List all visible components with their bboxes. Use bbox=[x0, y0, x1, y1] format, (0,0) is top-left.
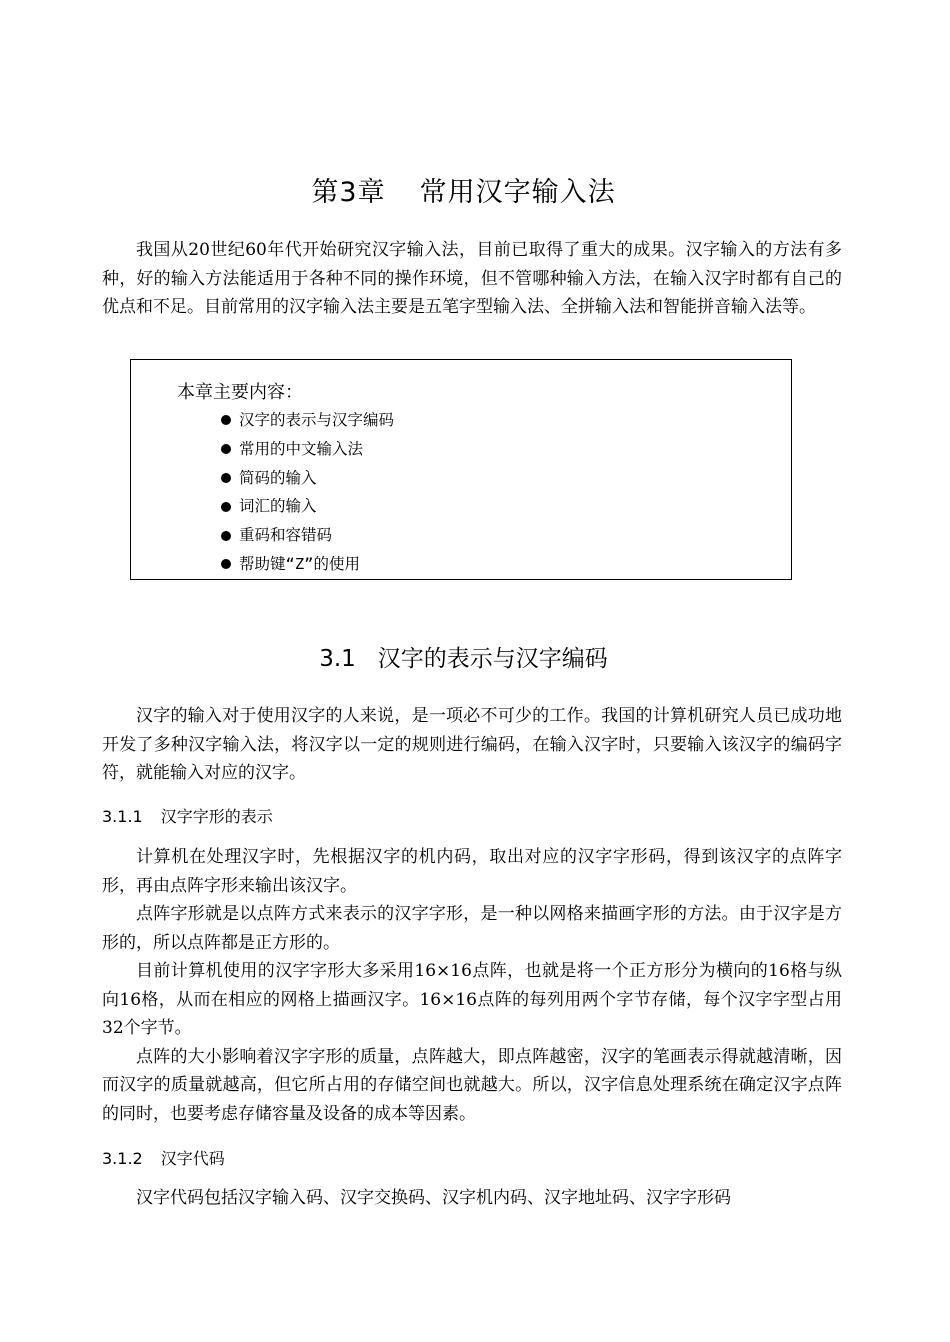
section-title: 汉字的表示与汉字编码 bbox=[377, 646, 608, 672]
section-3-1-body bbox=[102, 702, 842, 788]
bullet-icon bbox=[221, 415, 231, 425]
intro-text: 我国从20世纪60年代开始研究汉字输入法，目前已取得了重大的成果。汉字输入的方法有多种，好的输入方法能适用于各种不同的操作环境，但不管哪种输入方法，在输入汉字时都有自己的优点和不足。目前常用的汉字输入法主要是五笔字型输入法、全拼输入法和智能拼音输入法等。 bbox=[102, 240, 842, 317]
section-3-1-1-body bbox=[102, 843, 842, 1128]
chapter-number: 第3章 bbox=[311, 177, 386, 208]
list-item-label: 词汇的输入 bbox=[239, 497, 317, 516]
list-item bbox=[221, 464, 394, 493]
subsection-heading-3-1-1 bbox=[102, 804, 273, 827]
bullet-icon bbox=[221, 559, 231, 569]
paragraph: 汉字代码包括汉字输入码、汉字交换码、汉字机内码、汉字地址码、汉字字形码 bbox=[136, 1188, 731, 1208]
paragraph: 汉字的输入对于使用汉字的人来说，是一项必不可少的工作。我国的计算机研究人员已成功地开发了多种汉字输入法，将汉字以一定的规则进行编码，在输入汉字时，只要输入该汉字的编码字符，就能输入对应的汉字。 bbox=[102, 706, 842, 783]
bullet-icon bbox=[221, 473, 231, 483]
list-item-label: 常用的中文输入法 bbox=[239, 439, 364, 458]
list-item bbox=[221, 406, 394, 435]
paragraph: 点阵的大小影响着汉字字形的质量，点阵越大，即点阵越密，汉字的笔画表示得就越清晰，因而汉字的质量就越高，但它所占用的存储空间也就越大。所以，汉字信息处理系统在确定汉字点阵的同时，也要考虑存储容量及设备的成本等因素。 bbox=[102, 1046, 842, 1124]
paragraph: 目前计算机使用的汉字字形大多采用16×16点阵，也就是将一个正方形分为横向的16格与纵向16格，从而在相应的网格上描画汉字。16×16点阵的每列用两个字节存储，每个汉字字型占用32个字节。 bbox=[102, 961, 842, 1038]
list-item bbox=[221, 521, 394, 550]
list-item bbox=[221, 435, 394, 464]
list-item-label: 帮助键“Z”的使用 bbox=[239, 554, 360, 573]
intro-paragraph bbox=[102, 236, 842, 322]
chapter-title bbox=[0, 170, 927, 209]
list-item-label: 重码和容错码 bbox=[239, 526, 333, 545]
bullet-icon bbox=[221, 531, 231, 541]
subsection-number: 3.1.1 bbox=[102, 807, 143, 826]
bullet-icon bbox=[221, 444, 231, 454]
paragraph: 计算机在处理汉字时，先根据汉字的机内码，取出对应的汉字字形码，得到该汉字的点阵字形，再由点阵字形来输出该汉字。 bbox=[102, 847, 842, 896]
paragraph: 点阵字形就是以点阵方式来表示的汉字字形，是一种以网格来描画字形的方法。由于汉字是方形的，所以点阵都是正方形的。 bbox=[102, 904, 842, 953]
chapter-name: 常用汉字输入法 bbox=[419, 177, 616, 208]
subsection-title: 汉字字形的表示 bbox=[160, 807, 273, 826]
list-item-label: 简码的输入 bbox=[239, 468, 317, 487]
list-item bbox=[221, 550, 394, 579]
list-item bbox=[221, 492, 394, 521]
chapter-summary-box bbox=[130, 359, 792, 580]
subsection-number: 3.1.2 bbox=[102, 1149, 143, 1168]
summary-list bbox=[221, 406, 394, 579]
section-number: 3.1 bbox=[319, 646, 356, 672]
subsection-heading-3-1-2 bbox=[102, 1146, 225, 1169]
subsection-title: 汉字代码 bbox=[160, 1149, 225, 1168]
bullet-icon bbox=[221, 502, 231, 512]
summary-box-title: 本章主要内容： bbox=[177, 382, 303, 403]
list-item-label: 汉字的表示与汉字编码 bbox=[239, 411, 395, 429]
section-3-1-2-body bbox=[102, 1184, 842, 1213]
section-heading-3-1 bbox=[0, 640, 927, 673]
